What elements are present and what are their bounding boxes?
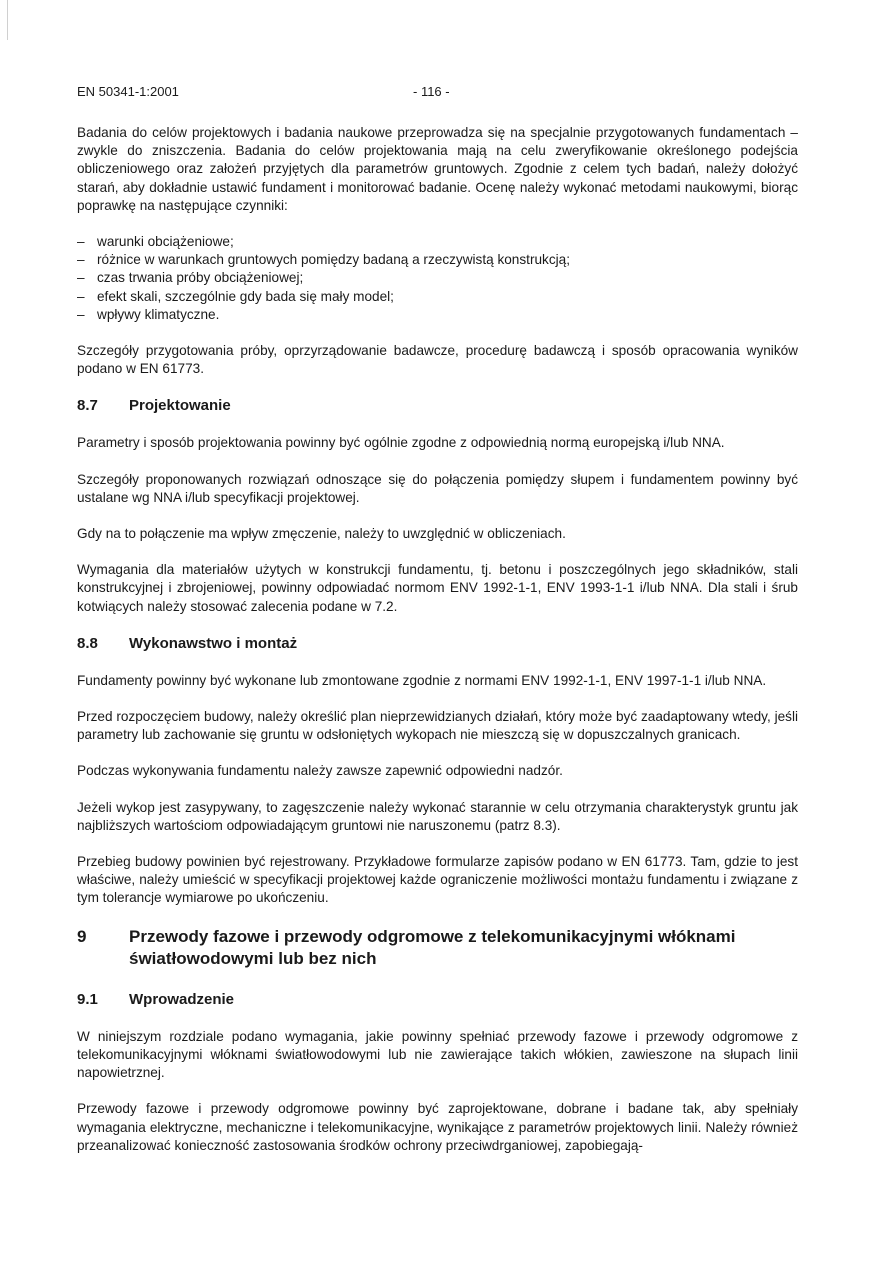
- section-title: Projektowanie: [129, 397, 231, 415]
- paragraph: Szczegóły proponowanych rozwiązań odnoszące się do połączenia pomiędzy słupem i fundamentem powinny być ustalane wg NNA i/lub specyfikacji projektowej.: [77, 471, 798, 505]
- bullet-dash: –: [77, 306, 85, 322]
- list-item: – warunki obciążeniowe;: [77, 233, 798, 251]
- paragraph: Przewody fazowe i przewody odgromowe powinny być zaprojektowane, dobrane i badane tak, aby spełniały wymagania elektryczne, mechaniczne i telekomunikacyjne, wynikające z parametrów projektowych linii. Należy również przeanalizować konieczność zastosowania środków ochrony przeciwdrganiowej, zapobiegają-: [77, 1101, 798, 1153]
- section-title: Wprowadzenie: [129, 990, 235, 1008]
- paragraph: Podczas wykonywania fundamentu należy zawsze zapewnić odpowiedni nadzór.: [77, 763, 563, 779]
- section-number: 8.8: [77, 634, 98, 652]
- chapter-number: 9: [77, 926, 87, 946]
- section-number: 9.1: [77, 990, 98, 1008]
- intro-paragraph: Badania do celów projektowych i badania naukowe przeprowadza się na specjalnie przygotowanych fundamentach – zwykle do zniszczenia. Badania do celów projektowania mają na celu zweryfikowanie określonego podejścia obliczeniowego oraz założeń przyjętych dla parametrów gruntowych. Zgodnie z celem tych badań, należy dołożyć starań, aby dokładnie ustawić fundament i monitorować badanie. Ocenę należy wykonać metodami naukowymi, biorąc poprawkę na następujące czynniki:: [77, 125, 798, 213]
- list-item: – różnice w warunkach gruntowych pomiędzy badaną a rzeczywistą konstrukcją;: [77, 251, 798, 269]
- page-header: [77, 84, 817, 104]
- details-paragraph: Szczegóły przygotowania próby, oprzyrządowanie badawcze, procedurę badawczą i sposób opracowania wyników podano w EN 61773.: [77, 343, 798, 377]
- section-heading-8-7: [77, 396, 798, 416]
- section-number: 8.7: [77, 397, 98, 415]
- paragraph: Wymagania dla materiałów użytych w konstrukcji fundamentu, tj. betonu i poszczególnych jego składników, stali konstrukcyjnej i zbrojeniowej, powinny odpowiadać normom ENV 1992-1-1, ENV 1993-1-1 i/lub NNA. Dla stali i śrub kotwiących należy stosować zalecenia podane w 7.2.: [77, 562, 798, 614]
- bullet-dash: –: [77, 288, 85, 304]
- paragraph: Fundamenty powinny być wykonane lub zmontowane zgodnie z normami ENV 1992-1-1, ENV 1997-1-1 i/lub NNA.: [77, 672, 767, 688]
- section-heading-8-8: [77, 634, 798, 654]
- paragraph: Jeżeli wykop jest zasypywany, to zagęszczenie należy wykonać starannie w celu otrzymania charakterystyk gruntu jak najbliższych wartościom odpowiadającym gruntowi nie naruszonemu (patrz 8.3).: [77, 799, 798, 833]
- chapter-title: Przewody fazowe i przewody odgromowe z telekomunikacyjnymi włóknami światłowodowymi lub bez nich: [129, 926, 736, 968]
- paragraph: Przed rozpoczęciem budowy, należy określić plan nieprzewidzianych działań, który może być zaadaptowany wtedy, jeśli parametry lub zachowanie się gruntu w odsłoniętych wykopach nie mieszczą się w dopuszczalnych granicach.: [77, 709, 798, 743]
- bullet-dash: –: [77, 252, 85, 268]
- paragraph: Gdy na to połączenie ma wpływ zmęczenie, należy to uwzględnić w obliczeniach.: [77, 526, 566, 542]
- paragraph: Parametry i sposób projektowania powinny być ogólnie zgodne z odpowiednią normą europejską i/lub NNA.: [77, 435, 725, 451]
- chapter-heading-9: [77, 926, 798, 970]
- document-id: EN 50341-1:2001: [77, 84, 179, 99]
- page-number: - 116 -: [413, 84, 450, 99]
- section-title: Wykonawstwo i montaż: [129, 634, 298, 652]
- scan-edge-mark: [7, 0, 8, 40]
- list-item: – efekt skali, szczególnie gdy bada się mały model;: [77, 288, 798, 306]
- factors-list: [77, 233, 798, 324]
- list-item: – wpływy klimatyczne.: [77, 306, 798, 324]
- list-item: – czas trwania próby obciążeniowej;: [77, 269, 798, 287]
- section-heading-9-1: [77, 990, 798, 1010]
- paragraph: W niniejszym rozdziale podano wymagania, jakie powinny spełniać przewody fazowe i przewody odgromowe z telekomunikacyjnymi włóknami światłowodowymi lub nie zawierające takich włókien, zawieszone na słupach linii napowietrznej.: [77, 1028, 798, 1081]
- paragraph: Przebieg budowy powinien być rejestrowany. Przykładowe formularze zapisów podano w EN 61773. Tam, gdzie to jest właściwe, należy umieścić w specyfikacji projektowej każde ograniczenie możliwości montażu fundamentu i związane z tym tolerancje wymiarowe po ukończeniu.: [77, 854, 798, 906]
- bullet-dash: –: [77, 234, 85, 250]
- page-content: [77, 124, 798, 1173]
- bullet-dash: –: [77, 270, 85, 286]
